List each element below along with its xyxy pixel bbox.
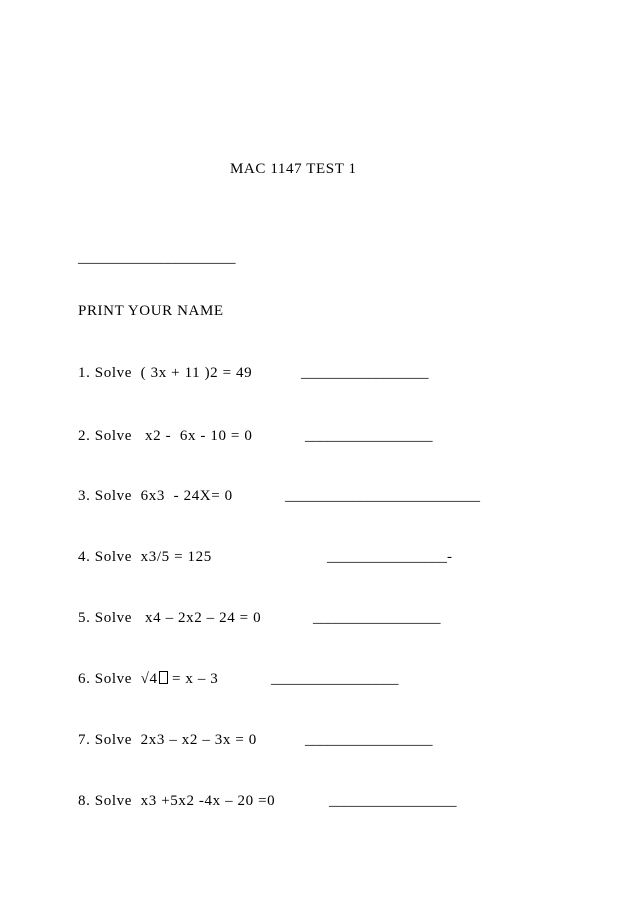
question-1: 1. Solve ( 3x + 11 )2 = 49 [78, 365, 253, 381]
answer-blank-3[interactable]: __________________________ [285, 488, 480, 504]
answer-blank-8[interactable]: _________________ [329, 793, 457, 809]
answer-blank-4[interactable]: ________________- [327, 549, 452, 565]
print-name-label: PRINT YOUR NAME [78, 303, 224, 319]
missing-glyph-box-icon [159, 671, 168, 684]
answer-blank-5[interactable]: _________________ [313, 610, 441, 626]
question-6-after: = x – 3 [167, 671, 219, 687]
question-6 [78, 670, 218, 688]
answer-blank-6[interactable]: _________________ [271, 671, 399, 687]
answer-blank-2[interactable]: _________________ [305, 428, 433, 444]
test-title: MAC 1147 TEST 1 [230, 161, 357, 177]
question-3: 3. Solve 6x3 - 24X= 0 [78, 488, 233, 504]
answer-blank-1[interactable]: _________________ [301, 365, 429, 381]
question-6-before: 6. Solve √4 [78, 671, 158, 687]
name-blank-line[interactable]: _____________________ [78, 250, 236, 266]
answer-blank-7[interactable]: _________________ [305, 732, 433, 748]
question-2: 2. Solve x2 - 6x - 10 = 0 [78, 428, 253, 444]
question-7: 7. Solve 2x3 – x2 – 3x = 0 [78, 732, 257, 748]
question-5: 5. Solve x4 – 2x2 – 24 = 0 [78, 610, 262, 626]
question-4: 4. Solve x3/5 = 125 [78, 549, 212, 565]
question-8: 8. Solve x3 +5x2 -4x – 20 =0 [78, 793, 276, 809]
